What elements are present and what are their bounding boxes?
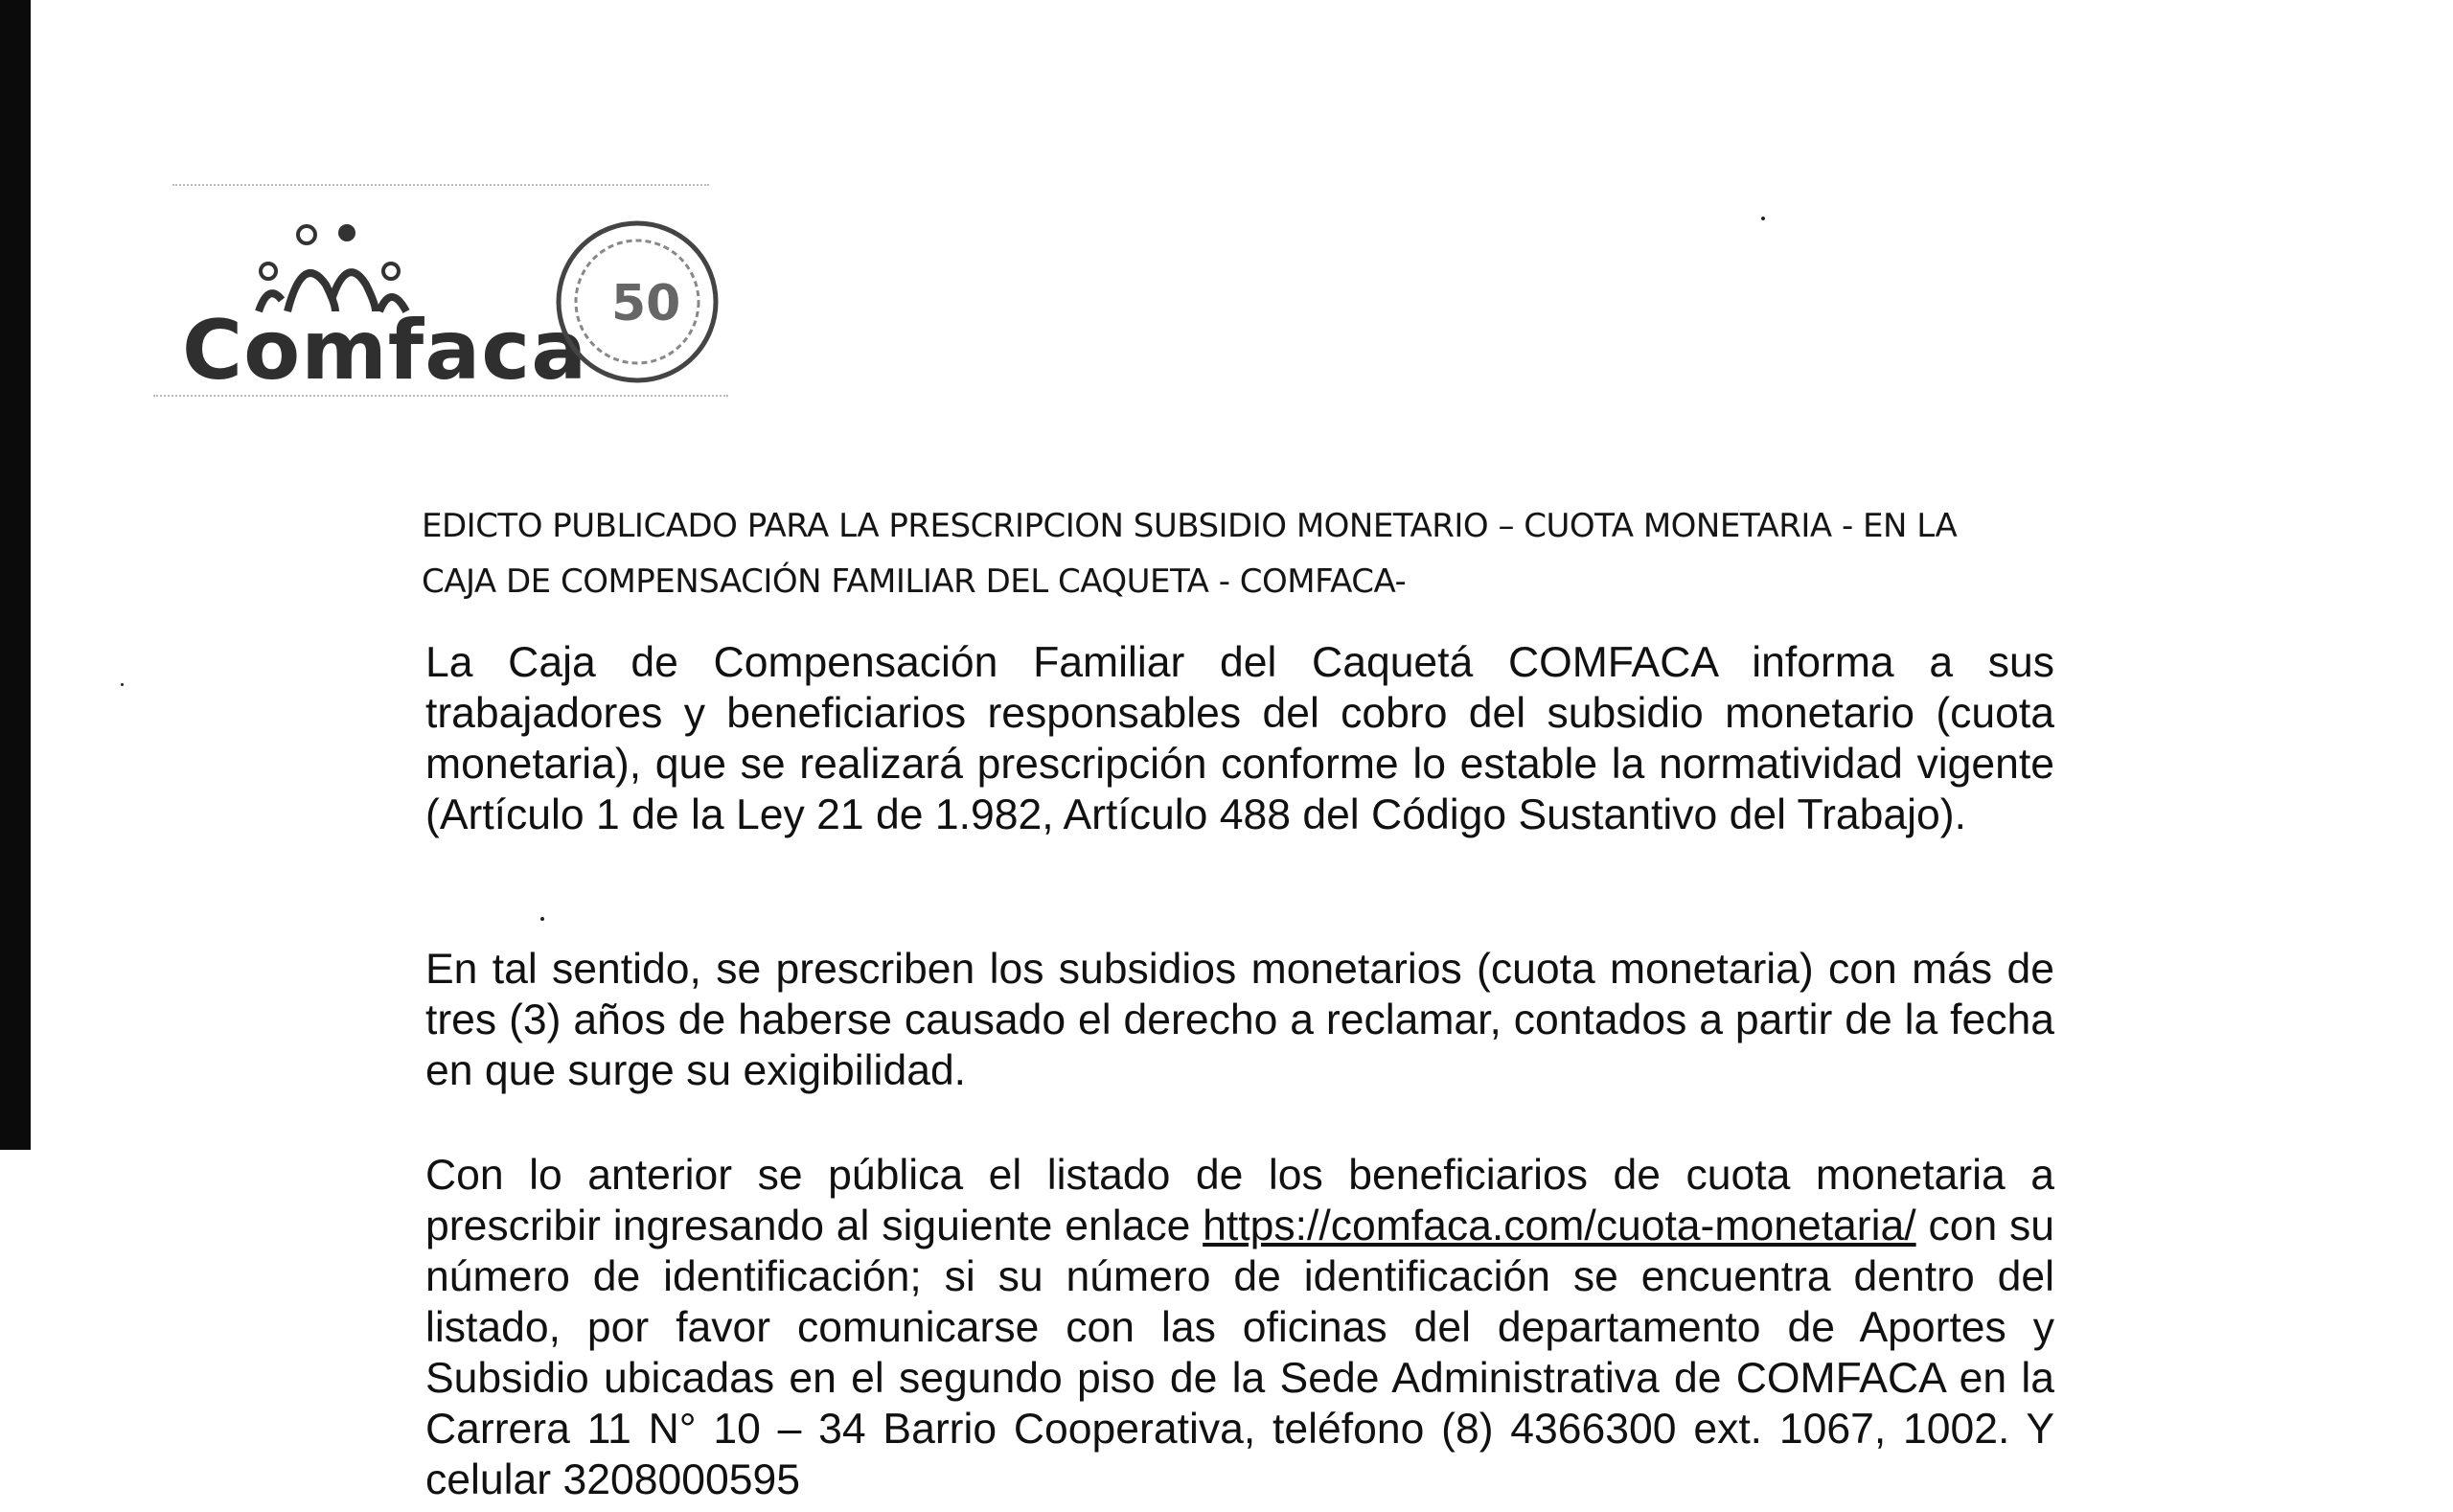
cuota-monetaria-link[interactable]: https://comfaca.com/cuota-monetaria/: [1203, 1203, 1916, 1249]
comfaca-logo: [182, 196, 757, 407]
logo-wordmark: Comfaca: [182, 303, 588, 399]
logo-dotted-line: [172, 184, 709, 186]
paragraph-instructions-contact: con su número de identificación; si su número de identificación se encuentra dentro del listado, por favor comunicarse con las oficinas del departamento de Aportes y Subsidio ubicadas en el segundo piso de la Sede Administrativa de COMFACA en la Carrera 11 N° 10 – 34 Barrio Cooperativa, teléfono (8) 4366300 ext. 1067, 1002. Y celular 3208000595: [425, 1203, 2055, 1503]
paragraph-announcement: La Caja de Compensación Familiar del Caquetá COMFACA informa a sus trabajadores y beneficiarios responsables del cobro del subsidio monetario (cuota monetaria), que se realizará prescripción conforme lo estable la normatividad vigente (Artículo 1 de la Ley 21 de 1.982, Artículo 488 del Código Sustantivo del Trabajo).: [425, 639, 2054, 838]
heading-line-1: EDICTO PUBLICADO PARA LA PRESCRIPCION SUBSIDIO MONETARIO – CUOTA MONETARIA - EN LA: [422, 507, 1958, 545]
seal-number: 50: [611, 275, 681, 332]
scan-speck: [1761, 217, 1765, 220]
scan-speck: [540, 917, 544, 921]
scan-edge: [0, 0, 31, 1150]
scan-speck: [121, 683, 124, 686]
paragraph-instructions-intro: Con lo anterior se pública el listado de los beneficiarios de cuota monetaria a prescribir ingresando al siguiente enlace: [425, 1152, 2054, 1249]
edict-heading: [422, 498, 2070, 609]
family-figures-icon: [240, 204, 450, 319]
heading-line-2: CAJA DE COMPENSACIÓN FAMILIAR DEL CAQUETA - COMFACA-: [422, 562, 1407, 601]
paragraph-instructions: [425, 1150, 2054, 1505]
paragraph-prescription: En tal sentido, se prescriben los subsidios monetarios (cuota monetaria) con más de tres (3) años de haberse causado el derecho a reclamar, contados a partir de la fecha en que surge su exigibilidad.: [425, 946, 2054, 1094]
logo-dotted-line: [153, 395, 728, 397]
